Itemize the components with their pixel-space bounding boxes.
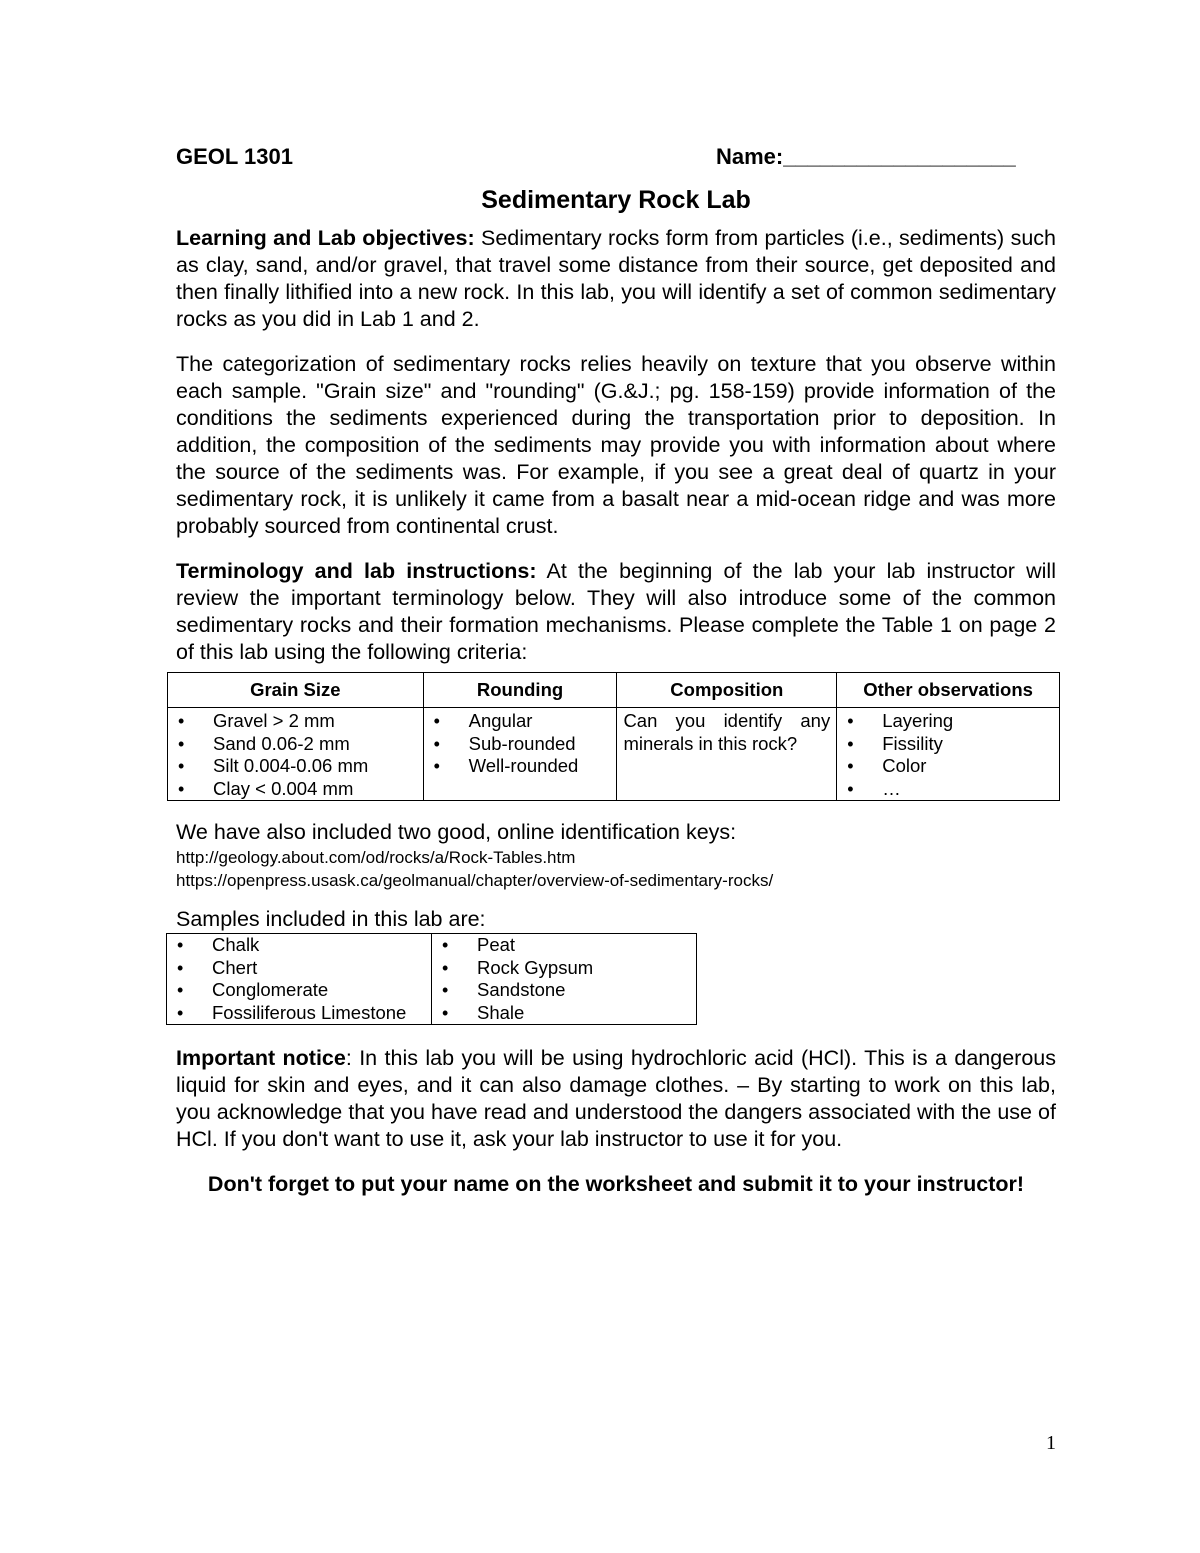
header-rounding: Rounding xyxy=(423,673,617,708)
page-content xyxy=(176,140,1056,1198)
terminology-text: At the beginning of the lab your lab instructor will review the important terminology below. They will also introduce some of the common sedimentary rocks and their formation mechanisms. Please complete the Table 1 on page 2 of this lab using the following criteria: xyxy=(176,559,1056,664)
key-link-openpress[interactable]: https://openpress.usask.ca/geolmanual/chapter/overview-of-sedimentary-rocks/ xyxy=(176,871,774,890)
list-item: • Peat xyxy=(438,934,690,957)
composition-cell xyxy=(617,708,837,801)
categorization-paragraph: The categorization of sedimentary rocks relies heavily on texture that you observe within each sample. "Grain size" and "rounding" (G.&J.; pg. 158-159) provide information of the conditions the sediments experienced during the transportation prior to deposition. In addition, the composition of the sediments may provide you with information about where the source of the sediments was. For example, if you see a great deal of quartz in your sedimentary rock, it is unlikely it came from a basalt near a mid-ocean ridge and was more probably sourced from continental crust. xyxy=(176,352,1056,538)
objectives-heading: Learning and Lab objectives: xyxy=(176,226,475,250)
list-item: • Chert xyxy=(173,957,425,980)
rounding-cell xyxy=(423,708,617,801)
list-item: • Rock Gypsum xyxy=(438,957,690,980)
list-item: • Well-rounded xyxy=(430,755,611,778)
list-item: • Clay < 0.004 mm xyxy=(174,778,417,801)
criteria-row xyxy=(168,708,1060,801)
header-grain-size: Grain Size xyxy=(168,673,424,708)
list-item: • Gravel > 2 mm xyxy=(174,710,417,733)
header-row xyxy=(176,140,1056,172)
samples-label: Samples included in this lab are: xyxy=(176,907,486,931)
list-item: • Silt 0.004-0.06 mm xyxy=(174,755,417,778)
samples-left-cell xyxy=(167,934,432,1025)
objectives-text: Sedimentary rocks form from particles (i.e., sediments) such as clay, sand, and/or gravel, that travel some distance from their source, get deposited and then finally lithified into a new rock. In this lab, you will identify a set of common sedimentary rocks as you did in Lab 1 and 2. xyxy=(176,226,1056,331)
page-number: 1 xyxy=(1046,1432,1056,1454)
list-item: • Color xyxy=(843,755,1053,778)
rounding-list xyxy=(430,710,611,778)
notice-heading: Important notice xyxy=(176,1046,346,1070)
samples-left-list xyxy=(173,934,425,1024)
list-item: • Angular xyxy=(430,710,611,733)
list-item: • Fossiliferous Limestone xyxy=(173,1002,425,1025)
samples-table xyxy=(166,933,697,1025)
other-observations-cell xyxy=(837,708,1060,801)
page-title: Sedimentary Rock Lab xyxy=(481,186,751,214)
closing-reminder: Don't forget to put your name on the worksheet and submit it to your instructor! xyxy=(207,1172,1025,1196)
grain-size-cell xyxy=(168,708,424,801)
notice-text: : In this lab you will be using hydrochloric acid (HCl). This is a dangerous liquid for skin and eyes, and it can also damage clothes. – By starting to work on this lab, you acknowledge that you have read and understood the dangers associated with the use of HCl. If you don't want to use it, ask your lab instructor to use it for you. xyxy=(176,1046,1057,1151)
course-code: GEOL 1301 xyxy=(176,144,293,169)
list-item: • Fissility xyxy=(843,733,1053,756)
notice-paragraph xyxy=(176,1045,1056,1153)
list-item: • Sand 0.06-2 mm xyxy=(174,733,417,756)
list-item: • Chalk xyxy=(173,934,425,957)
list-item: • … xyxy=(843,778,1053,801)
list-item: • Layering xyxy=(843,710,1053,733)
list-item: • Sandstone xyxy=(438,979,690,1002)
samples-right-list xyxy=(438,934,690,1024)
samples-right-cell xyxy=(432,934,697,1025)
name-field: Name:___________________ xyxy=(716,144,1016,169)
objectives-paragraph xyxy=(176,225,1056,333)
terminology-paragraph xyxy=(176,558,1056,666)
composition-text: Can you identify any minerals in this rock? xyxy=(623,710,831,754)
key-link-geology-about[interactable]: http://geology.about.com/od/rocks/a/Rock-Tables.htm xyxy=(176,848,576,867)
other-observations-list xyxy=(843,710,1053,800)
criteria-table xyxy=(167,672,1060,801)
terminology-heading: Terminology and lab instructions: xyxy=(176,559,537,583)
list-item: • Shale xyxy=(438,1002,690,1025)
list-item: • Sub-rounded xyxy=(430,733,611,756)
header-other-observations: Other observations xyxy=(837,673,1060,708)
keys-intro: We have also included two good, online identification keys: xyxy=(176,820,737,844)
samples-row xyxy=(167,934,697,1025)
list-item: • Conglomerate xyxy=(173,979,425,1002)
header-composition: Composition xyxy=(617,673,837,708)
criteria-header-row xyxy=(168,673,1060,708)
grain-size-list xyxy=(174,710,417,800)
